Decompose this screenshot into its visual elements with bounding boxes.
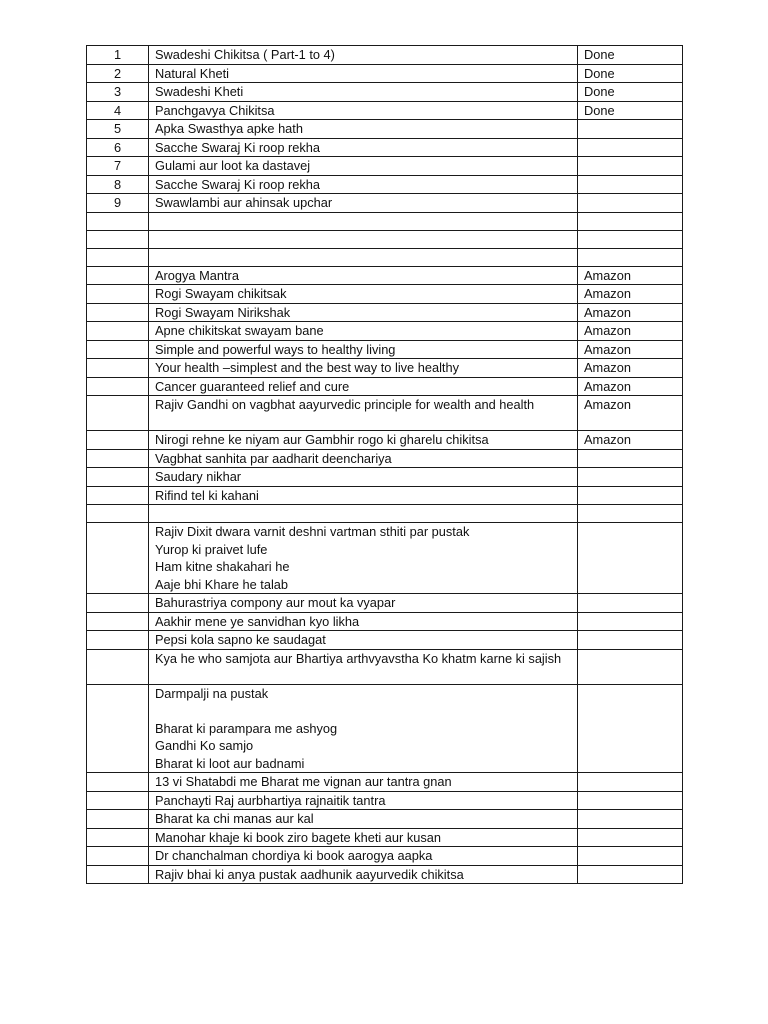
status-cell <box>578 212 683 230</box>
table-row <box>87 431 683 450</box>
row-number-cell <box>87 594 149 613</box>
table-row <box>87 523 683 594</box>
table-row <box>87 847 683 866</box>
status-cell <box>578 847 683 866</box>
table-row <box>87 194 683 213</box>
row-number-cell <box>87 810 149 829</box>
row-number-cell: 9 <box>87 194 149 213</box>
book-title-cell: Pepsi kola sapno ke saudagat <box>149 631 578 650</box>
table-row <box>87 359 683 378</box>
table-row <box>87 649 683 684</box>
book-title-cell: Rogi Swayam Nirikshak <box>149 303 578 322</box>
table-row <box>87 266 683 285</box>
row-number-cell <box>87 773 149 792</box>
book-title-cell: Darmpalji na pustak Bharat ki parampara me ashyog Gandhi Ko samjo Bharat ki loot aur badnami <box>149 684 578 773</box>
status-cell <box>578 649 683 684</box>
status-cell <box>578 810 683 829</box>
book-title-cell: Aakhir mene ye sanvidhan kyo likha <box>149 612 578 631</box>
status-cell <box>578 505 683 523</box>
table-row <box>87 468 683 487</box>
table-row <box>87 230 683 248</box>
table-row <box>87 594 683 613</box>
table-row <box>87 612 683 631</box>
table-row <box>87 101 683 120</box>
row-number-cell <box>87 212 149 230</box>
row-number-cell: 2 <box>87 64 149 83</box>
table-row <box>87 322 683 341</box>
row-number-cell <box>87 396 149 431</box>
book-title-cell: Sacche Swaraj Ki roop rekha <box>149 175 578 194</box>
book-title-cell: Rifind tel ki kahani <box>149 486 578 505</box>
row-number-cell: 1 <box>87 46 149 65</box>
status-cell <box>578 523 683 594</box>
book-title-cell: Dr chanchalman chordiya ki book aarogya aapka <box>149 847 578 866</box>
row-number-cell <box>87 847 149 866</box>
status-cell <box>578 828 683 847</box>
book-list-table <box>86 45 683 884</box>
book-title-cell: Swadeshi Chikitsa ( Part-1 to 4) <box>149 46 578 65</box>
status-cell <box>578 230 683 248</box>
book-title-cell: Bharat ka chi manas aur kal <box>149 810 578 829</box>
table-row <box>87 828 683 847</box>
status-cell: Amazon <box>578 266 683 285</box>
book-title-cell: Natural Kheti <box>149 64 578 83</box>
book-title-cell: Panchayti Raj aurbhartiya rajnaitik tantra <box>149 791 578 810</box>
status-cell: Amazon <box>578 359 683 378</box>
table-row <box>87 64 683 83</box>
row-number-cell: 6 <box>87 138 149 157</box>
status-cell: Done <box>578 83 683 102</box>
book-title-cell: Saudary nikhar <box>149 468 578 487</box>
status-cell: Done <box>578 64 683 83</box>
row-number-cell <box>87 285 149 304</box>
book-title-cell: Arogya Mantra <box>149 266 578 285</box>
table-row <box>87 83 683 102</box>
book-list-body <box>87 46 683 884</box>
row-number-cell: 4 <box>87 101 149 120</box>
status-cell: Done <box>578 46 683 65</box>
book-title-cell: Rajiv Gandhi on vagbhat aayurvedic principle for wealth and health <box>149 396 578 431</box>
row-number-cell <box>87 266 149 285</box>
status-cell <box>578 248 683 266</box>
status-cell <box>578 468 683 487</box>
row-number-cell <box>87 377 149 396</box>
book-title-cell: Sacche Swaraj Ki roop rekha <box>149 138 578 157</box>
status-cell <box>578 865 683 884</box>
status-cell <box>578 486 683 505</box>
book-title-cell <box>149 212 578 230</box>
table-row <box>87 175 683 194</box>
status-cell <box>578 773 683 792</box>
book-title-cell: Cancer guaranteed relief and cure <box>149 377 578 396</box>
table-row <box>87 138 683 157</box>
row-number-cell: 5 <box>87 120 149 139</box>
row-number-cell <box>87 431 149 450</box>
book-title-cell <box>149 230 578 248</box>
book-title-cell: 13 vi Shatabdi me Bharat me vignan aur tantra gnan <box>149 773 578 792</box>
status-cell: Amazon <box>578 303 683 322</box>
book-title-cell: Rajiv bhai ki anya pustak aadhunik aayurvedik chikitsa <box>149 865 578 884</box>
row-number-cell <box>87 449 149 468</box>
row-number-cell: 8 <box>87 175 149 194</box>
book-title-cell: Nirogi rehne ke niyam aur Gambhir rogo ki gharelu chikitsa <box>149 431 578 450</box>
status-cell: Amazon <box>578 322 683 341</box>
row-number-cell <box>87 865 149 884</box>
status-cell <box>578 449 683 468</box>
row-number-cell <box>87 340 149 359</box>
book-title-cell: Manohar khaje ki book ziro bagete kheti aur kusan <box>149 828 578 847</box>
book-title-cell: Apka Swasthya apke hath <box>149 120 578 139</box>
book-title-cell: Bahurastriya compony aur mout ka vyapar <box>149 594 578 613</box>
table-row <box>87 157 683 176</box>
status-cell: Amazon <box>578 431 683 450</box>
table-row <box>87 285 683 304</box>
row-number-cell <box>87 322 149 341</box>
book-title-cell: Rogi Swayam chikitsak <box>149 285 578 304</box>
status-cell <box>578 631 683 650</box>
table-row <box>87 303 683 322</box>
status-cell <box>578 684 683 773</box>
row-number-cell <box>87 248 149 266</box>
status-cell <box>578 194 683 213</box>
book-title-cell: Panchgavya Chikitsa <box>149 101 578 120</box>
table-row <box>87 505 683 523</box>
table-row <box>87 631 683 650</box>
table-row <box>87 791 683 810</box>
status-cell <box>578 612 683 631</box>
row-number-cell <box>87 684 149 773</box>
status-cell <box>578 175 683 194</box>
book-title-cell: Swawlambi aur ahinsak upchar <box>149 194 578 213</box>
row-number-cell: 7 <box>87 157 149 176</box>
table-row <box>87 684 683 773</box>
row-number-cell <box>87 523 149 594</box>
book-title-cell: Your health –simplest and the best way to live healthy <box>149 359 578 378</box>
row-number-cell <box>87 303 149 322</box>
book-title-cell: Apne chikitskat swayam bane <box>149 322 578 341</box>
table-row <box>87 773 683 792</box>
table-row <box>87 212 683 230</box>
row-number-cell <box>87 230 149 248</box>
status-cell: Done <box>578 101 683 120</box>
table-row <box>87 486 683 505</box>
table-row <box>87 46 683 65</box>
table-row <box>87 340 683 359</box>
row-number-cell <box>87 791 149 810</box>
status-cell <box>578 138 683 157</box>
table-row <box>87 396 683 431</box>
status-cell <box>578 157 683 176</box>
book-title-cell: Simple and powerful ways to healthy living <box>149 340 578 359</box>
book-title-cell: Kya he who samjota aur Bhartiya arthvyavstha Ko khatm karne ki sajish <box>149 649 578 684</box>
status-cell <box>578 120 683 139</box>
row-number-cell <box>87 631 149 650</box>
status-cell <box>578 594 683 613</box>
row-number-cell <box>87 486 149 505</box>
row-number-cell: 3 <box>87 83 149 102</box>
table-row <box>87 377 683 396</box>
book-title-cell <box>149 505 578 523</box>
book-title-cell: Vagbhat sanhita par aadharit deenchariya <box>149 449 578 468</box>
table-row <box>87 248 683 266</box>
book-title-cell <box>149 248 578 266</box>
table-row <box>87 449 683 468</box>
status-cell <box>578 791 683 810</box>
status-cell: Amazon <box>578 396 683 431</box>
row-number-cell <box>87 828 149 847</box>
row-number-cell <box>87 649 149 684</box>
table-row <box>87 865 683 884</box>
book-title-cell: Gulami aur loot ka dastavej <box>149 157 578 176</box>
status-cell: Amazon <box>578 340 683 359</box>
row-number-cell <box>87 612 149 631</box>
row-number-cell <box>87 505 149 523</box>
row-number-cell <box>87 359 149 378</box>
row-number-cell <box>87 468 149 487</box>
book-title-cell: Swadeshi Kheti <box>149 83 578 102</box>
book-title-cell: Rajiv Dixit dwara varnit deshni vartman sthiti par pustak Yurop ki praivet lufe Ham kitne shakahari he Aaje bhi Khare he talab <box>149 523 578 594</box>
table-row <box>87 810 683 829</box>
table-row <box>87 120 683 139</box>
status-cell: Amazon <box>578 377 683 396</box>
status-cell: Amazon <box>578 285 683 304</box>
